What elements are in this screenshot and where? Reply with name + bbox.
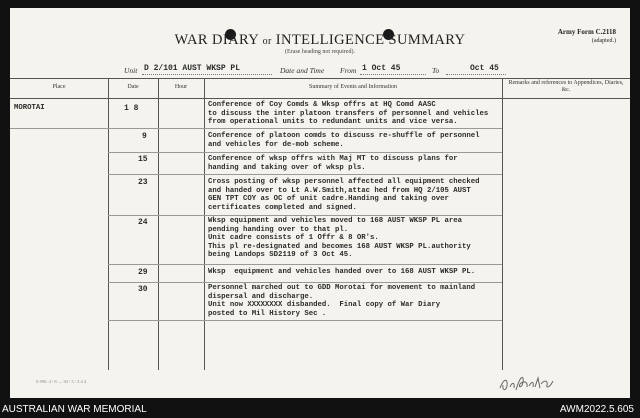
entry-summary: Conference of Coy Comds & Wksp offrs at HQ Comd AASC to discuss the inter platoon transfers of personnel and vehicles from operational units to redundant units and vice versa. — [208, 101, 489, 127]
to-value: Oct 45 — [470, 64, 499, 73]
row-rule — [108, 174, 502, 175]
row-rule — [108, 264, 502, 265]
entry-summary: Wksp equipment and vehicles moved to 168 AUST WKSP PL area pending handing over to that pl. Unit cadre consists of 1 Offr & 8 OR's. This pl re-designated and becomes 168 AUST WKSP PL.authority being Landops SD2119 of 3 Oct 45. — [208, 217, 471, 260]
entry-summary: Conference of wksp offrs with Maj MT to discuss plans for handing and taking over of wksp pls. — [208, 155, 458, 172]
war-diary-page — [10, 8, 630, 398]
entry-date: 29 — [138, 268, 148, 277]
title-intelligence-summary: INTELLIGENCE SUMMARY — [275, 32, 466, 48]
entry-date: 30 — [138, 285, 148, 294]
col-header-place: Place — [52, 84, 66, 90]
to-label: To — [432, 66, 440, 75]
from-value: 1 Oct 45 — [362, 64, 401, 73]
entry-place: MOROTAI — [14, 104, 45, 112]
entry-summary: Personnel marched out to GDD Morotai for movement to mainland dispersal and discharge. Unit now XXXXXXXX disbanded. Final copy of War Diary posted to Mil History Sec . — [208, 284, 476, 318]
entry-summary: Cross posting of wksp personnel affected all equipment checked and handed over to Lt A.W.Smith,attac hed from HQ 2/105 AUST GEN TPT COY as OC of unit cadre.Handing and taking over certificates completed and signed. — [208, 178, 480, 212]
col-divider — [108, 78, 109, 370]
unit-label: Unit — [124, 66, 138, 75]
entry-summary: Wksp equipment and vehicles handed over to 168 AUST WKSP PL. — [208, 268, 476, 276]
col-divider — [204, 78, 205, 370]
col-header-date: Date — [127, 84, 139, 90]
army-form-sub: (adapted.) — [591, 38, 616, 44]
unit-dotted-line — [142, 74, 272, 75]
entry-date: 15 — [138, 155, 148, 164]
row-rule — [108, 215, 502, 216]
archive-caption-left: AUSTRALIAN WAR MEMORIAL — [2, 404, 147, 415]
row-rule — [108, 152, 502, 153]
col-header-summary: Summary of Events and Information — [309, 84, 397, 90]
entry-summary: Conference of platoon comds to discuss re-shuffle of personnel and vehicles for de-mob scheme. — [208, 132, 480, 149]
from-label: From — [340, 66, 357, 75]
entry-date: 24 — [138, 218, 148, 227]
title-war-diary: WAR DIARY — [174, 32, 259, 48]
entry-date: 9 — [142, 132, 147, 141]
col-header-remarks: Remarks and references to Appendices, Diaries, &c. — [508, 80, 624, 93]
title-or: or — [262, 36, 272, 47]
army-form-label: Army Form C.2118 — [557, 28, 616, 36]
table-top-rule — [10, 78, 630, 79]
entry-date: 1 8 — [124, 104, 139, 113]
col-divider — [502, 78, 503, 370]
entry-date: 23 — [138, 178, 148, 187]
handwritten-signature — [498, 372, 558, 394]
from-dotted-line — [360, 74, 426, 75]
row-rule — [108, 320, 502, 321]
form-subtitle: (Erase heading not required). — [285, 49, 355, 55]
header-bottom-rule — [10, 98, 630, 99]
to-dotted-line — [446, 74, 506, 75]
unit-value: D 2/101 AUST WKSP PL — [144, 64, 241, 73]
date-time-label: Date and Time — [280, 66, 325, 75]
row-rule — [10, 128, 502, 129]
form-title — [10, 32, 630, 49]
printer-imprint: S 990. 4 / 8 — 30 / 3 / 3 4 4 — [36, 379, 87, 384]
col-header-hour: Hour — [174, 84, 188, 90]
row-rule — [108, 282, 502, 283]
col-divider — [158, 78, 159, 370]
archive-caption-right: AWM2022.5.605 — [559, 404, 634, 415]
army-form-number — [558, 28, 616, 46]
